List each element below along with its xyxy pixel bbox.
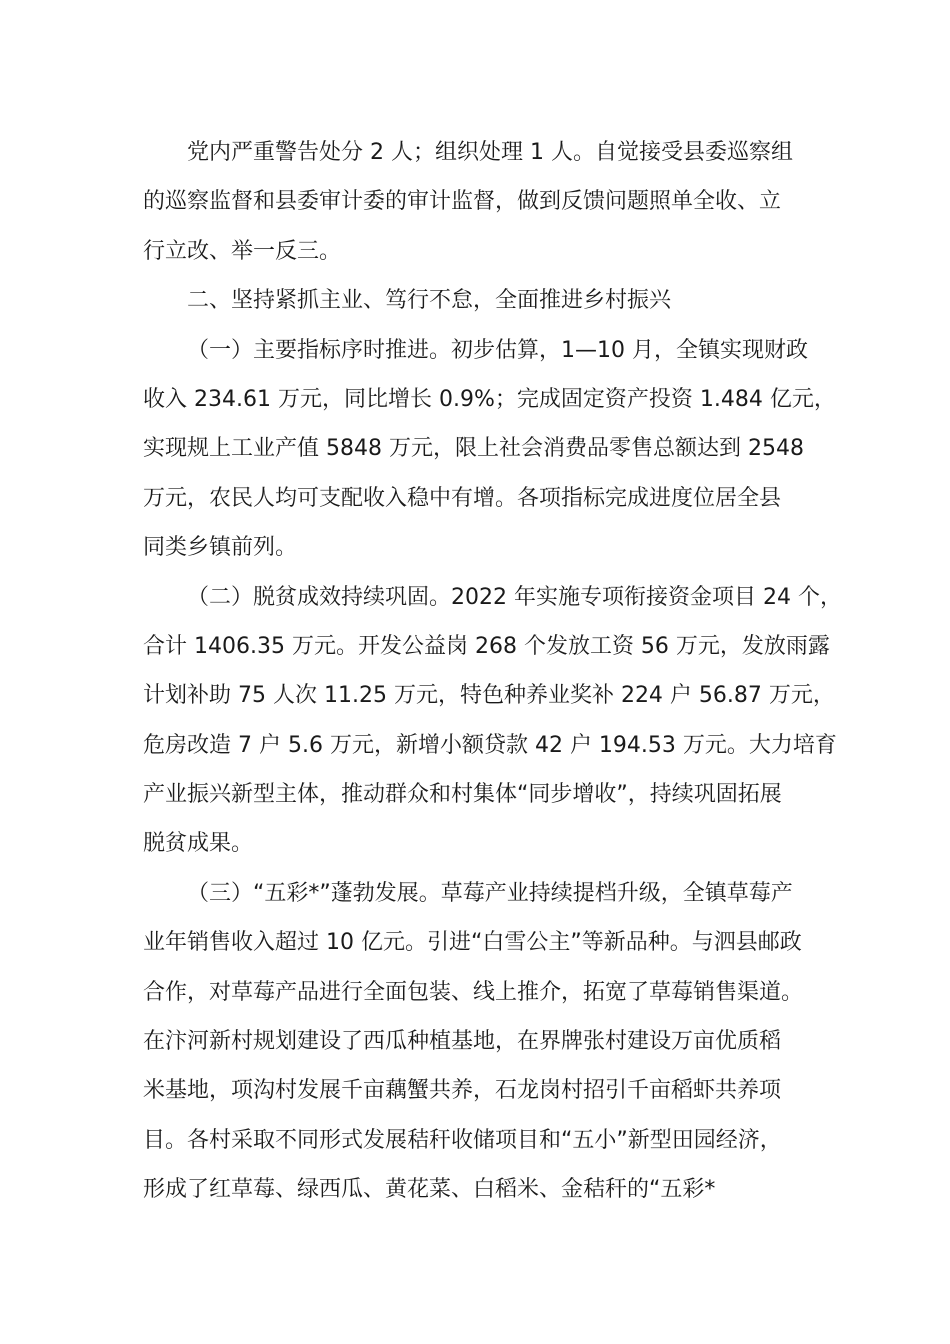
paragraph-line: （一）主要指标序时推进。初步估算，1—10 月，全镇实现财政 — [187, 337, 808, 363]
paragraph-line: 党内严重警告处分 2 人；组织处理 1 人。自觉接受县委巡察组 — [187, 140, 793, 165]
paragraph-line: 实现规上工业产值 5848 万元，限上社会消费品零售总额达到 2548 — [143, 436, 804, 462]
paragraph-line: 目。各村采取不同形式发展秸秆收储项目和“五小”新型田园经济， — [143, 1127, 782, 1153]
paragraph-line: （二）脱贫成效持续巩固。2022 年实施专项衔接资金项目 24 个， — [187, 584, 842, 610]
paragraph-line: 合计 1406.35 万元。开发公益岗 268 个发放工资 56 万元，发放雨露 — [143, 633, 830, 659]
paragraph-line: 万元，农民人均可支配收入稳中有增。各项指标完成进度位居全县 — [143, 485, 782, 511]
paragraph-line: 同类乡镇前列。 — [143, 535, 298, 561]
paragraph-line: 收入 234.61 万元，同比增长 0.9%；完成固定资产投资 1.484 亿元， — [143, 386, 836, 412]
document-body — [143, 128, 842, 1215]
paragraph-line: 危房改造 7 户 5.6 万元，新增小额贷款 42 户 194.53 万元。大力培育 — [143, 732, 837, 758]
paragraph-line: 产业振兴新型主体，推动群众和村集体“同步增收”，持续巩固拓展 — [143, 782, 782, 808]
paragraph-line: 的巡察监督和县委审计委的审计监督，做到反馈问题照单全收、立 — [143, 189, 782, 215]
paragraph-line: 在汴河新村规划建设了西瓜种植基地，在界牌张村建设万亩优质稻 — [143, 1029, 782, 1055]
paragraph-line: 脱贫成果。 — [143, 831, 254, 857]
paragraph-line: 合作，对草莓产品进行全面包装、线上推介，拓宽了草莓销售渠道。 — [143, 979, 804, 1005]
paragraph-line: 业年销售收入超过 10 亿元。引进“白雪公主”等新品种。与泗县邮政 — [143, 930, 802, 956]
paragraph-line: （三）“五彩*”蓬勃发展。草莓产业持续提档升级，全镇草莓产 — [187, 880, 793, 906]
paragraph-line: 米基地，项沟村发展千亩藕蟹共养，石龙岗村招引千亩稻虾共养项 — [143, 1078, 782, 1104]
paragraph-line: 行立改、举一反三。 — [143, 238, 342, 264]
paragraph-line: 计划补助 75 人次 11.25 万元，特色种养业奖补 224 户 56.87 万元， — [143, 683, 835, 709]
section-heading: 二、坚持紧抓主业、笃行不怠，全面推进乡村振兴 — [187, 288, 672, 314]
paragraph-line: 形成了红草莓、绿西瓜、黄花菜、白稻米、金秸秆的“五彩* — [143, 1177, 716, 1203]
